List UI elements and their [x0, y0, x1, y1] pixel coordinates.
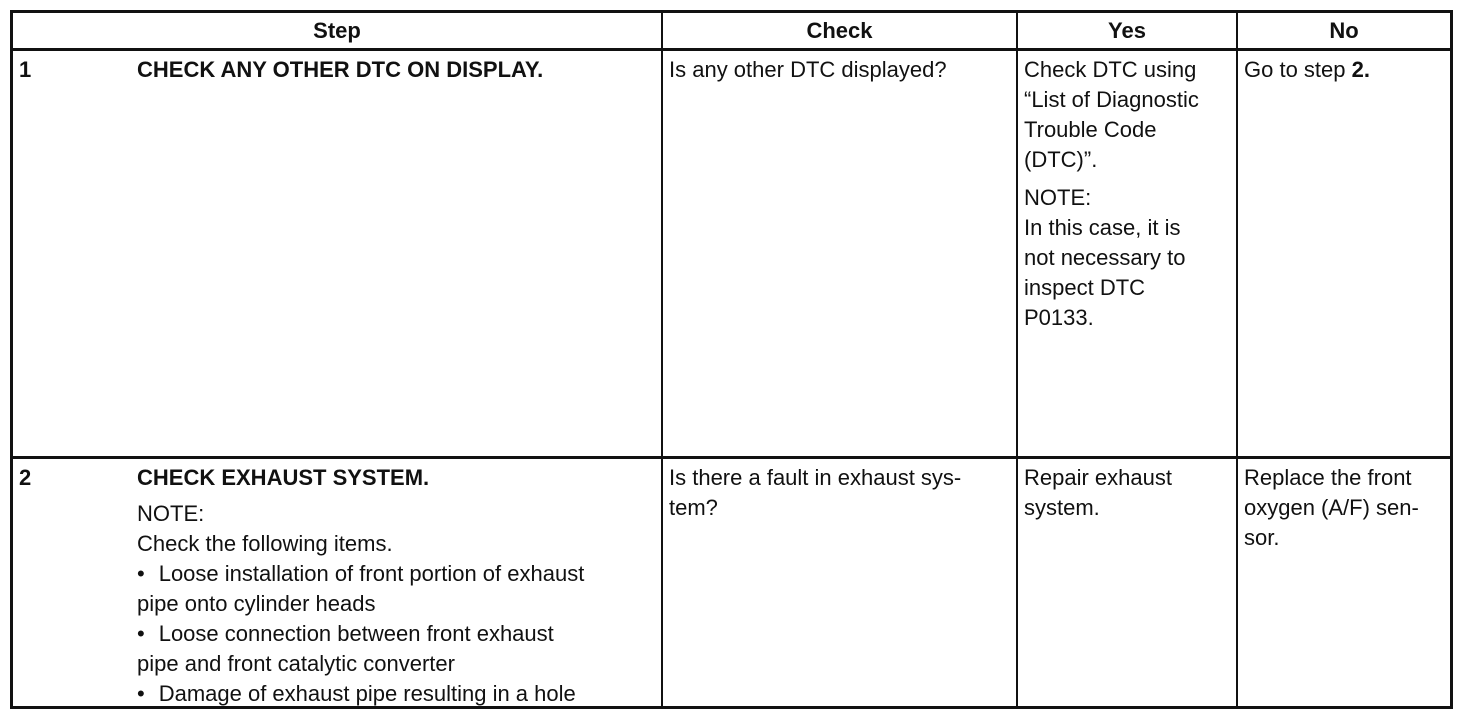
step-body [137, 463, 655, 709]
yes-line: Trouble Code [1024, 117, 1157, 142]
check-line: Is there a fault in exhaust sys- [669, 465, 962, 490]
table-header-row [13, 13, 1450, 51]
no-line: sor. [1244, 525, 1280, 550]
no-cell [1236, 51, 1450, 456]
table-row [13, 459, 1450, 706]
header-no: No [1236, 13, 1450, 48]
yes-note-line: not necessary to [1024, 245, 1186, 270]
yes-note-line: In this case, it is [1024, 215, 1181, 240]
header-yes: Yes [1016, 13, 1236, 48]
yes-note-label: NOTE: [1024, 185, 1092, 210]
check-cell [661, 51, 1016, 456]
yes-line: Repair exhaust [1024, 465, 1172, 490]
table-row [13, 51, 1450, 459]
header-step: Step [313, 18, 361, 43]
no-step-ref: 2. [1351, 57, 1370, 82]
yes-line: Check DTC using [1024, 57, 1197, 82]
step-title: CHECK ANY OTHER DTC ON DISPLAY. [137, 57, 544, 82]
step-title: CHECK EXHAUST SYSTEM. [137, 465, 430, 490]
bullet-line: • Loose connection between front exhaust [137, 619, 655, 649]
step-body [137, 55, 655, 85]
yes-cell [1016, 459, 1236, 706]
step-number: 1 [19, 57, 32, 82]
check-line: tem? [669, 495, 718, 520]
note-label: NOTE: [137, 501, 205, 526]
no-line: oxygen (A/F) sen- [1244, 495, 1419, 520]
bullet-continuation: pipe and front catalytic converter [137, 651, 455, 676]
check-cell [661, 459, 1016, 706]
yes-cell [1016, 51, 1236, 456]
no-line: Replace the front [1244, 465, 1412, 490]
step-cell [13, 51, 661, 456]
yes-line: (DTC)”. [1024, 147, 1098, 172]
step-cell [13, 459, 661, 706]
bullet-line: • Damage of exhaust pipe resulting in a hole [137, 679, 655, 709]
diagnostic-table [10, 10, 1453, 709]
bullet-continuation: pipe onto cylinder heads [137, 591, 376, 616]
note-intro: Check the following items. [137, 531, 393, 556]
yes-note-line: inspect DTC [1024, 275, 1146, 300]
no-cell [1236, 459, 1450, 706]
header-check: Check [661, 13, 1016, 48]
yes-line: “List of Diagnostic [1024, 87, 1199, 112]
no-text: Go to step [1244, 57, 1352, 82]
yes-note-line: P0133. [1024, 305, 1094, 330]
step-number: 2 [19, 465, 32, 490]
bullet-line: • Loose installation of front portion of exhaust [137, 559, 655, 589]
yes-line: system. [1024, 495, 1100, 520]
check-text: Is any other DTC displayed? [669, 57, 947, 82]
